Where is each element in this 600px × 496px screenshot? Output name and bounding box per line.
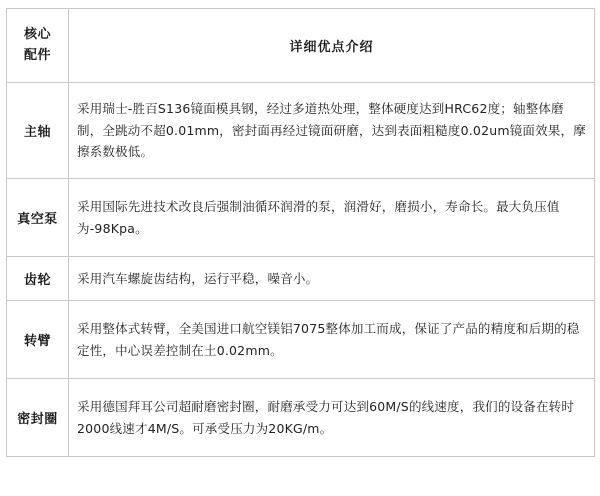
row-key-spindle: 主轴 xyxy=(7,83,69,179)
row-value-gear: 采用汽车螺旋齿结构，运行平稳，噪音小。 xyxy=(69,257,595,301)
row-value-rotating-arm: 采用整体式转臂，全美国进口航空镁铝7075整体加工而成，保证了产品的精度和后期的稳定性，中心误差控制在土0.02mm。 xyxy=(69,301,595,379)
table-row xyxy=(7,179,595,257)
table-row xyxy=(7,379,595,457)
row-value-vacuum-pump: 采用国际先进技术改良后强制油循环润滑的泵，润滑好，磨损小，寿命长。最大负压值为-98Kpa。 xyxy=(69,179,595,257)
row-value-seal-ring: 采用德国拜耳公司超耐磨密封圈，耐磨承受力可达到60M/S的线速度，我们的设备在转时2000线速才4M/S。可承受压力为20KG/m。 xyxy=(69,379,595,457)
table-row xyxy=(7,257,595,301)
header-cell-value: 详细优点介绍 xyxy=(69,9,595,83)
table-header-row xyxy=(7,9,595,83)
core-components-table xyxy=(6,8,595,457)
row-key-vacuum-pump: 真空泵 xyxy=(7,179,69,257)
row-key-rotating-arm: 转臂 xyxy=(7,301,69,379)
row-value-spindle: 采用瑞士-胜百S136镜面模具钢，经过多道热处理，整体硬度达到HRC62度；轴整体磨制，全跳动不超0.01mm，密封面再经过镜面研磨，达到表面粗糙度0.02um镜面效果，摩擦系数极低。 xyxy=(69,83,595,179)
row-key-gear: 齿轮 xyxy=(7,257,69,301)
row-key-seal-ring: 密封圈 xyxy=(7,379,69,457)
header-cell-key xyxy=(7,9,69,83)
table-row xyxy=(7,301,595,379)
header-key-line1: 核心 xyxy=(23,27,51,43)
table-row xyxy=(7,83,595,179)
header-key-line2: 配件 xyxy=(23,47,51,63)
